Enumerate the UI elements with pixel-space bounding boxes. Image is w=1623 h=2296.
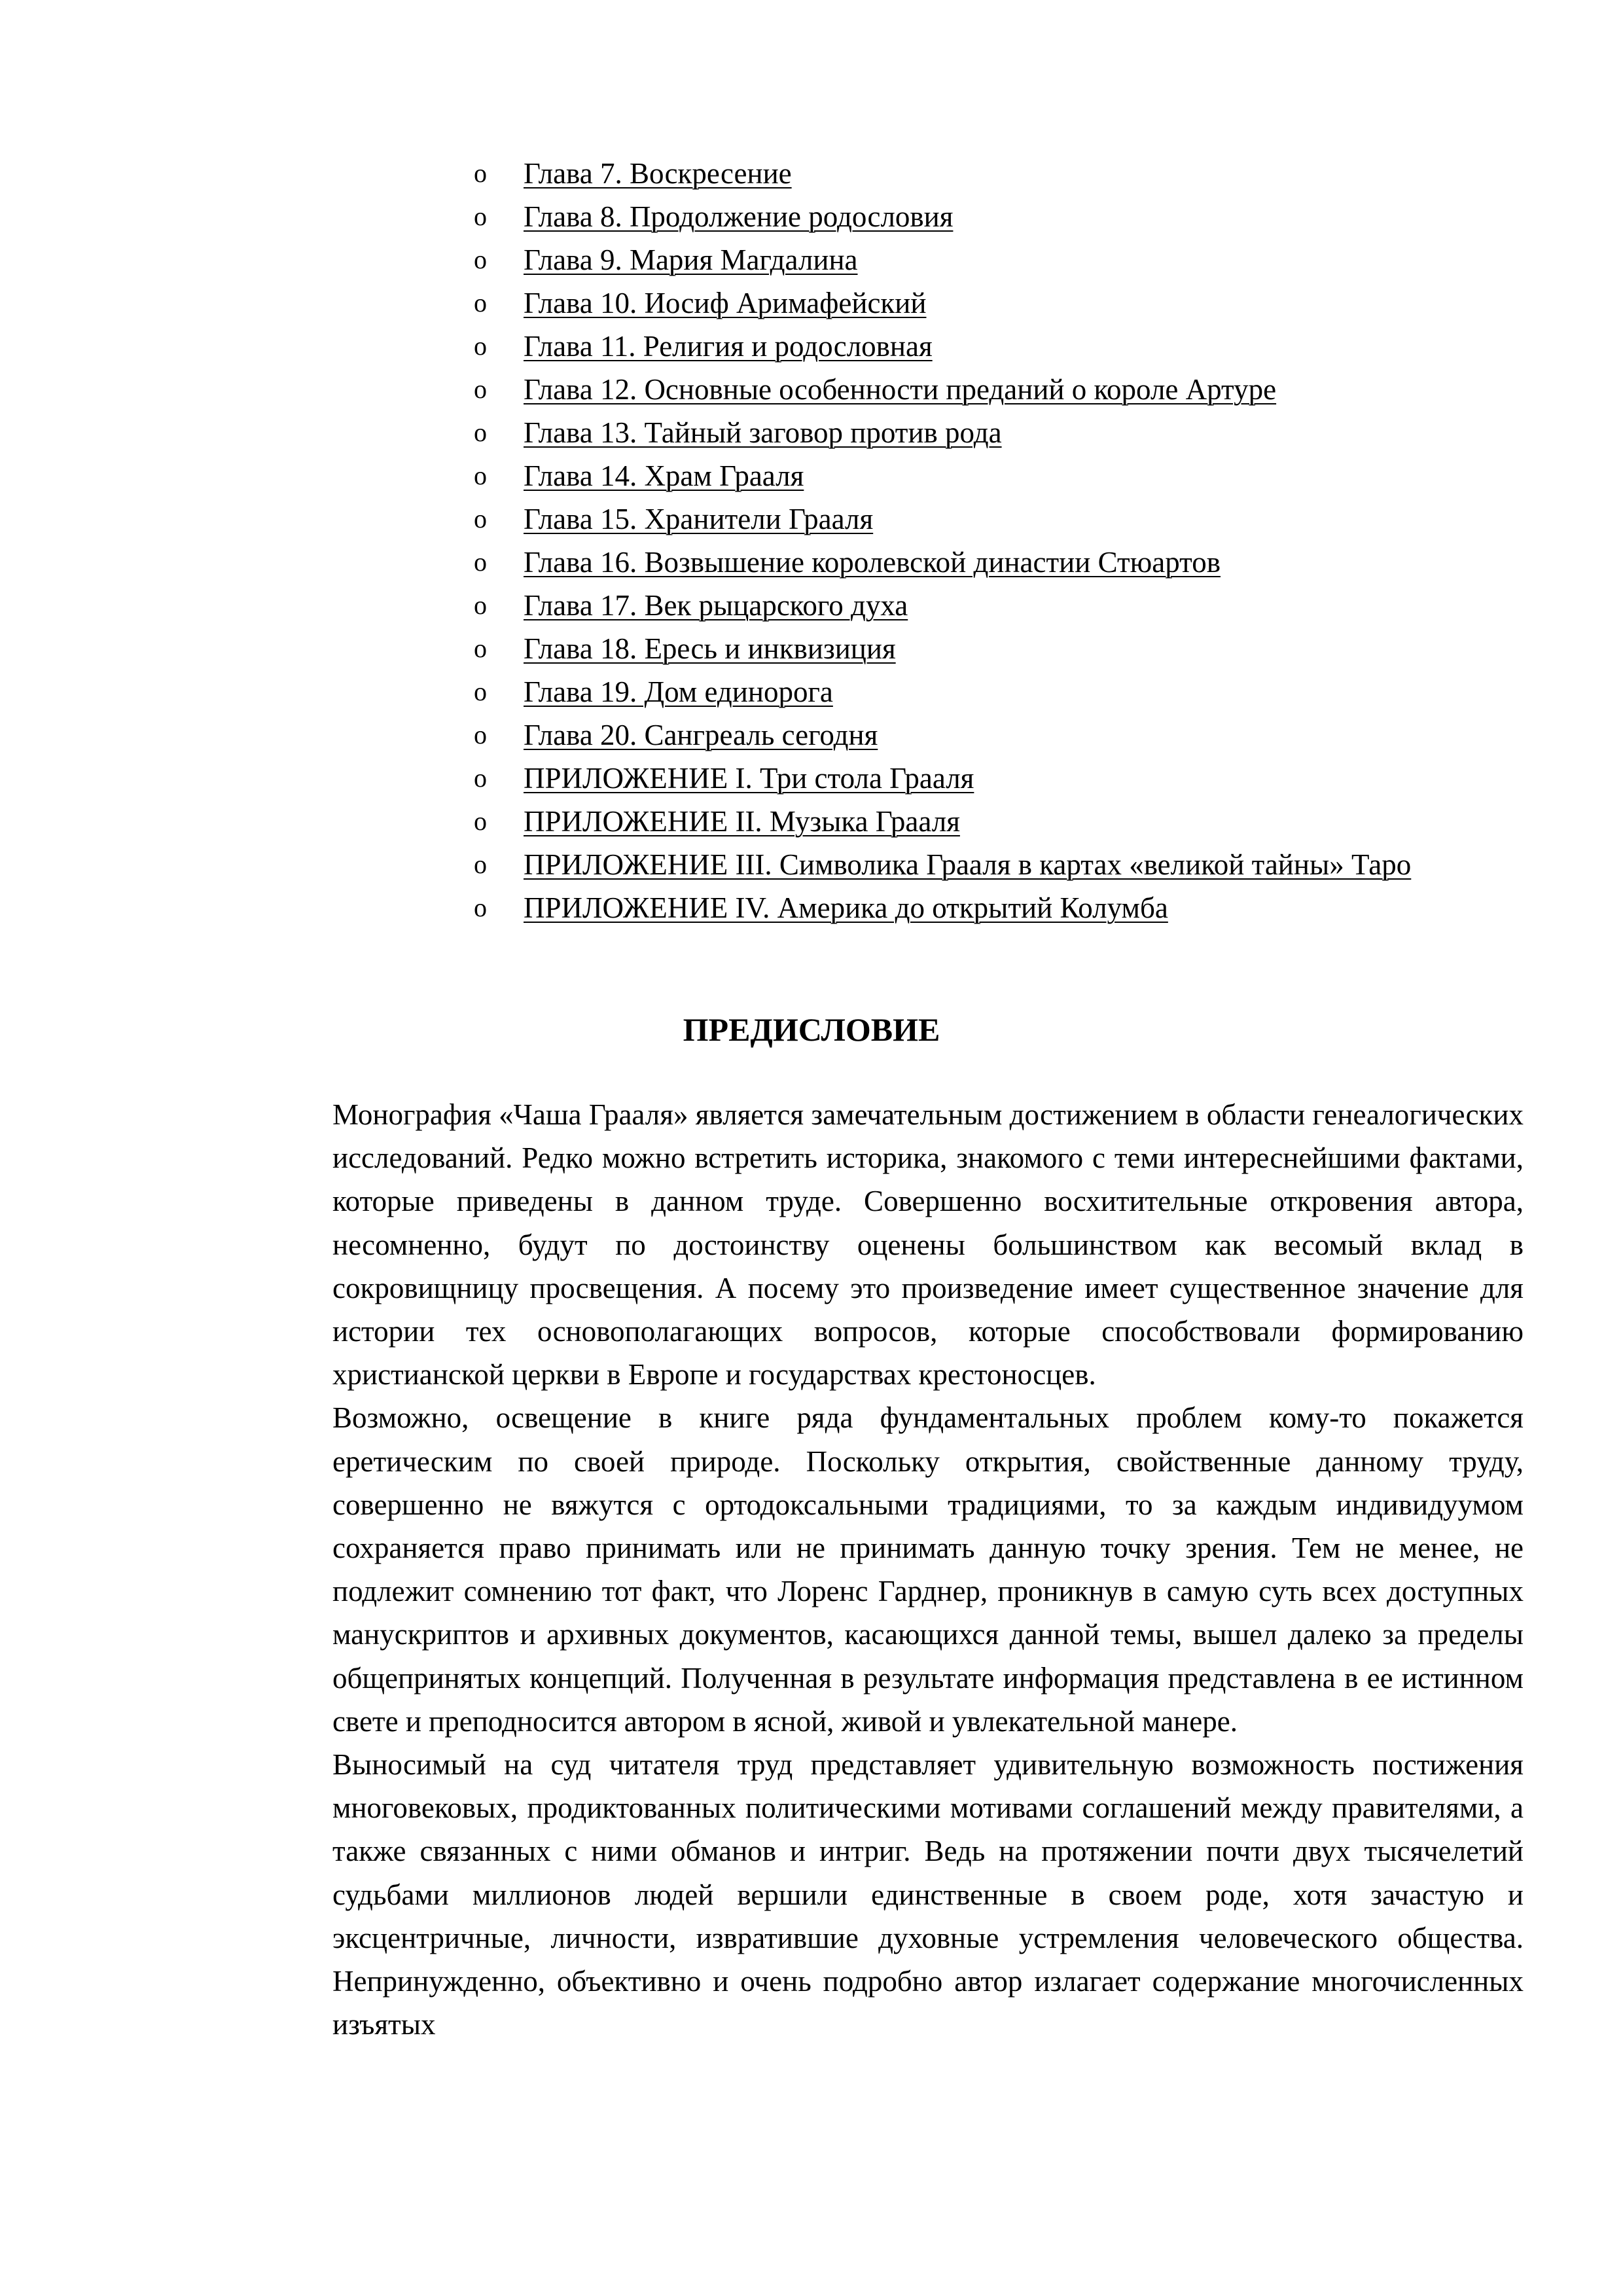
bullet-icon: o: [474, 202, 487, 231]
bullet-icon: o: [474, 634, 487, 663]
toc-item: [474, 713, 1495, 757]
toc-link-chapter-15[interactable]: Глава 15. Хранители Грааля: [524, 503, 874, 535]
preface-body: [332, 1093, 1524, 2046]
toc-item: [474, 670, 1495, 713]
toc-link-chapter-17[interactable]: Глава 17. Век рыцарского духа: [524, 589, 908, 622]
toc-link-chapter-10[interactable]: Глава 10. Иосиф Аримафейский: [524, 287, 927, 319]
toc-item: [474, 281, 1495, 325]
bullet-icon: o: [474, 418, 487, 447]
toc-link-chapter-12[interactable]: Глава 12. Основные особенности преданий о короле Артуре: [524, 373, 1277, 406]
bullet-icon: o: [474, 288, 487, 317]
toc-link-appendix-2[interactable]: ПРИЛОЖЕНИЕ II. Музыка Грааля: [524, 805, 960, 838]
toc-link-chapter-20[interactable]: Глава 20. Сангреаль сегодня: [524, 719, 878, 751]
toc-link-chapter-7[interactable]: Глава 7. Воскресение: [524, 157, 792, 190]
toc-item: [474, 541, 1495, 584]
bullet-icon: o: [474, 893, 487, 922]
toc-item: [474, 757, 1495, 800]
bullet-icon: o: [474, 158, 487, 188]
toc-link-chapter-16[interactable]: Глава 16. Возвышение королевской династии Стюартов: [524, 546, 1221, 579]
toc-link-chapter-13[interactable]: Глава 13. Тайный заговор против рода: [524, 416, 1002, 449]
toc-item: [474, 627, 1495, 670]
bullet-icon: o: [474, 504, 487, 533]
toc-link-chapter-11[interactable]: Глава 11. Религия и родословная: [524, 330, 933, 363]
toc-item: [474, 584, 1495, 627]
toc-item: [474, 843, 1495, 886]
toc-item: [474, 497, 1495, 541]
toc-link-appendix-3[interactable]: ПРИЛОЖЕНИЕ III. Символика Грааля в картах «великой тайны» Таро: [524, 848, 1412, 881]
bullet-icon: o: [474, 374, 487, 404]
toc-item: [474, 886, 1495, 929]
bullet-icon: o: [474, 590, 487, 620]
toc-link-chapter-9[interactable]: Глава 9. Мария Магдалина: [524, 243, 858, 276]
toc-link-appendix-1[interactable]: ПРИЛОЖЕНИЕ I. Три стола Грааля: [524, 762, 974, 795]
toc-link-chapter-19[interactable]: Глава 19. Дом единорога: [524, 675, 833, 708]
preface-paragraph-1: Монография «Чаша Грааля» является замечательным достижением в области генеалогических исследований. Редко можно встретить историка, знакомого с теми интереснейшими фактами, которые приведены в данном труде. Совершенно восхитительные откровения автора, несомненно, будут по достоинству оценены большинством как весомый вклад в сокровищницу просвещения. А посему это произведение имеет существенное значение для истории тех основополагающих вопросов, которые способствовали формированию христианской церкви в Европе и государствах крестоносцев.: [332, 1098, 1524, 1391]
bullet-icon: o: [474, 720, 487, 749]
toc-item: [474, 454, 1495, 497]
bullet-icon: o: [474, 850, 487, 879]
toc-item: [474, 368, 1495, 411]
bullet-icon: o: [474, 331, 487, 361]
bullet-icon: o: [474, 677, 487, 706]
toc-link-appendix-4[interactable]: ПРИЛОЖЕНИЕ IV. Америка до открытий Колумба: [524, 891, 1168, 924]
preface-paragraph-2: Возможно, освещение в книге ряда фундаментальных проблем кому-то покажется еретическим по своей природе. Поскольку открытия, свойственные данному труду, совершенно не вяжутся с ортодоксальными традициями, то за каждым индивидуумом сохраняется право принимать или не принимать данную точку зрения. Тем не менее, не подлежит сомнению тот факт, что Лоренс Гарднер, проникнув в самую суть всех доступных манускриптов и архивных документов, касающихся данной темы, вышел далеко за пределы общепринятых концепций. Полученная в результате информация представлена в ее истинном свете и преподносится автором в ясной, живой и увлекательной манере.: [332, 1401, 1524, 1738]
toc-item: [474, 411, 1495, 454]
bullet-icon: o: [474, 245, 487, 274]
bullet-icon: o: [474, 806, 487, 836]
toc-link-chapter-14[interactable]: Глава 14. Храм Грааля: [524, 459, 804, 492]
bullet-icon: o: [474, 461, 487, 490]
toc-item: [474, 152, 1495, 195]
toc-link-chapter-8[interactable]: Глава 8. Продолжение родословия: [524, 200, 954, 233]
preface-heading: ПРЕДИСЛОВИЕ: [683, 1011, 940, 1048]
bullet-icon: o: [474, 547, 487, 577]
bullet-icon: o: [474, 763, 487, 793]
toc-item: [474, 238, 1495, 281]
preface-paragraph-3: Выносимый на суд читателя труд представляет удивительную возможность постижения многовековых, продиктованных политическими мотивами соглашений между правителями, а также связанных с ними обманов и интриг. Ведь на протяжении почти двух тысячелетий судьбами миллионов людей вершили единственные в своем роде, хотя зачастую и эксцентричные, личности, извратившие духовные устремления человеческого общества. Непринужденно, объективно и очень подробно автор излагает содержание многочисленных изъятых: [332, 1748, 1524, 2041]
toc-item: [474, 800, 1495, 843]
toc-item: [474, 325, 1495, 368]
toc-link-chapter-18[interactable]: Глава 18. Ересь и инквизиция: [524, 632, 896, 665]
table-of-contents: [474, 152, 1495, 929]
toc-item: [474, 195, 1495, 238]
